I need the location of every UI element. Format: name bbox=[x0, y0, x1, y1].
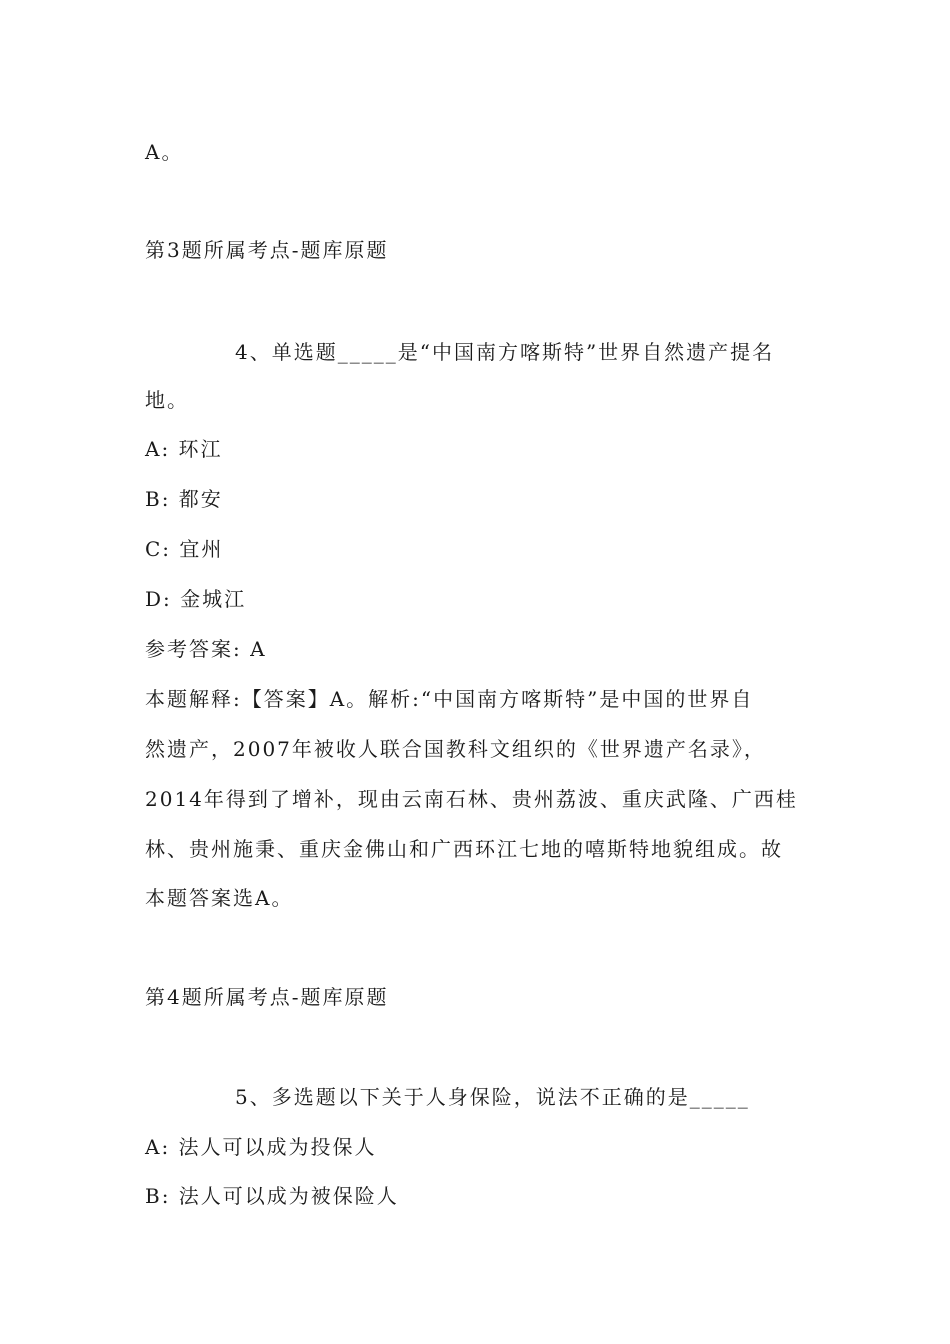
q4-stem-line-2: 地。 bbox=[145, 388, 189, 412]
q4-explanation-line-3: 2014年得到了增补，现由云南石林、贵州荔波、重庆武隆、广西桂 bbox=[145, 787, 798, 811]
q4-explanation-line-1: 本题解释:【答案】A。解析:“中国南方喀斯特”是中国的世界自 bbox=[145, 687, 754, 711]
q4-option-b: B: 都安 bbox=[145, 487, 223, 511]
q4-explanation-line-4: 林、贵州施秉、重庆金佛山和广西环江七地的嘻斯特地貌组成。故 bbox=[145, 837, 783, 861]
q3-section-label: 第3题所属考点-题库原题 bbox=[145, 238, 389, 262]
q4-section-label: 第4题所属考点-题库原题 bbox=[145, 985, 389, 1009]
q4-option-c: C: 宜州 bbox=[145, 537, 224, 561]
q5-option-a: A: 法人可以成为投保人 bbox=[145, 1135, 377, 1159]
q4-stem-line-1: 4、单选题_____是“中国南方喀斯特”世界自然遗产提名 bbox=[235, 340, 775, 364]
q5-option-b: B: 法人可以成为被保险人 bbox=[145, 1184, 399, 1208]
q4-answer: 参考答案: A bbox=[145, 637, 267, 661]
q4-option-a: A: 环江 bbox=[145, 437, 223, 461]
q4-option-d: D: 金城江 bbox=[145, 587, 247, 611]
q4-explanation-line-2: 然遗产，2007年被收人联合国教科文组织的《世界遗产名录》， bbox=[145, 737, 766, 761]
prev-answer-tail: A。 bbox=[145, 140, 184, 164]
q4-explanation-line-5: 本题答案选A。 bbox=[145, 886, 294, 910]
q5-stem: 5、多选题以下关于人身保险，说法不正确的是_____ bbox=[235, 1085, 750, 1109]
